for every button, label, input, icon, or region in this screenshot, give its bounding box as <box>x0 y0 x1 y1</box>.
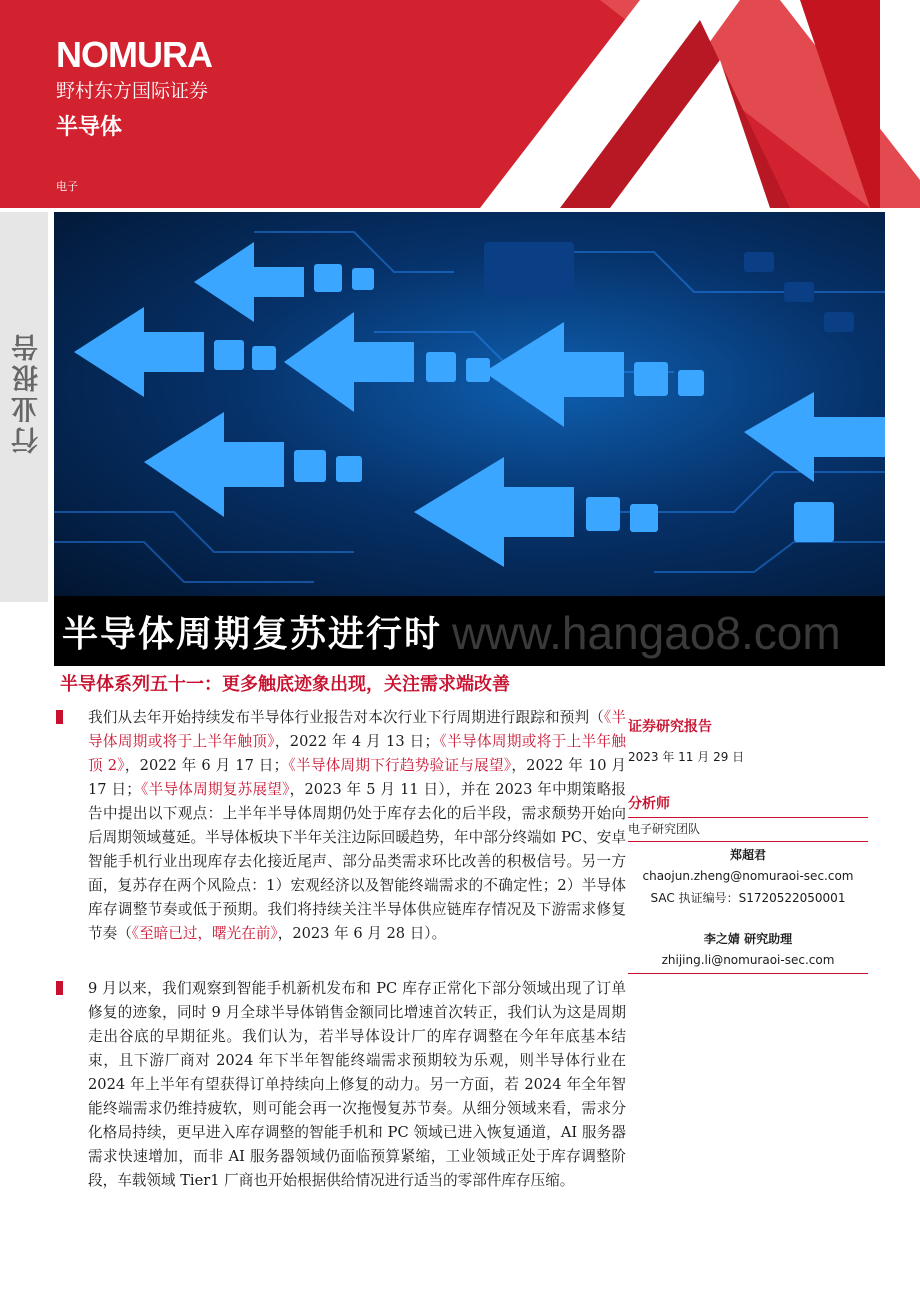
report-date: 2023 年 11 月 29 日 <box>628 750 745 764</box>
report-subtitle: 半导体系列五十一：更多触底迹象出现，关注需求端改善 <box>60 674 510 695</box>
report-link[interactable]: 《半导体周期或将于上半年触顶》 <box>88 709 626 750</box>
header-banner <box>0 0 920 208</box>
circuit-arrows-illustration <box>54 212 885 596</box>
analyst-sac-number: SAC 执证编号：S1720522050001 <box>650 891 846 905</box>
report-link[interactable]: 《半导体周期下行趋势验证与展望》 <box>288 757 512 774</box>
nomura-logo: NOMURA <box>56 34 212 75</box>
hero-image <box>54 212 885 596</box>
divider <box>628 973 868 974</box>
sector-label: 半导体 <box>56 114 123 140</box>
report-link[interactable]: 《半导体周期或将于上半年触顶 2》 <box>88 733 626 774</box>
analyst-email[interactable]: chaojun.zheng@nomuraoi-sec.com <box>642 869 854 883</box>
bullet-paragraph-1 <box>56 706 626 946</box>
subsector-label: 电子 <box>56 180 78 193</box>
banner-graphic <box>0 0 920 208</box>
bullet-marker <box>56 710 63 724</box>
divider <box>628 817 868 818</box>
paragraph-text: 我们从去年开始持续发布半导体行业报告对本次行业下行周期进行跟踪和预判（《半导体周期或将于上半年触顶》，2022 年 4 月 13 日；《半导体周期或将于上半年触顶 2》，2022 年 6 月 17 日；《半导体周期下行趋势验证与展望》，2022 年 10 月 17 日；《半导体周期复苏展望》，2023 年 5 月 11 日），并在 2023 年中期策略报告中提出以下观点：上半年半导体周期仍处于库存去化的后半段，需求颓势开始向后周期领域蔓延。半导体板块下半年关注边际回暖趋势，年中部分终端如 PC、安卓智能手机行业出现库存去化接近尾声、部分品类需求环比改善的积极信号。另一方面，复苏存在两个风险点：1）宏观经济以及智能终端需求的不确定性；2）半导体库存调整节奏或低于预期。我们将持续关注半导体供应链库存情况及下游需求修复节奏（《至暗已过，曙光在前》，2023 年 6 月 28 日）。 <box>88 709 627 942</box>
watermark: www.hangao8.com <box>452 607 841 659</box>
team-name: 电子研究团队 <box>628 822 701 836</box>
sidebar <box>628 716 868 974</box>
report-type: 证券研究报告 <box>628 719 712 735</box>
report-title: 半导体周期复苏进行时 <box>62 613 443 655</box>
side-tag-text: 行业报告 <box>12 330 43 454</box>
assistant-email[interactable]: zhijing.li@nomuraoi-sec.com <box>661 953 835 967</box>
assistant-name: 李之婧 研究助理 <box>703 932 793 946</box>
analyst-name: 郑超君 <box>729 848 766 862</box>
bullet-paragraph-2 <box>56 977 626 1193</box>
report-link[interactable]: 《至暗已过，曙光在前》 <box>131 925 278 942</box>
company-name: 野村东方国际证券 <box>56 80 209 102</box>
report-link[interactable]: 《半导体周期复苏展望》 <box>140 781 290 798</box>
divider <box>628 841 868 842</box>
analyst-heading: 分析师 <box>628 796 670 812</box>
paragraph-text: 9 月以来，我们观察到智能手机新机发布和 PC 库存正常化下部分领域出现了订单修复的迹象，同时 9 月全球半导体销售金额同比增速首次转正，我们认为这是周期走出谷底的早期征兆。我们认为，若半导体设计厂的库存调整在今年年底基本结束，且下游厂商对 2024 年下半年智能终端需求预期较为乐观，则半导体行业在 2024 年上半年有望获得订单持续向上修复的动力。另一方面，若 2024 年全年智能终端需求仍维持疲软，则可能会再一次拖慢复苏节奏。从细分领域来看，需求分化格局持续，更早进入库存调整的智能手机和 PC 领域已进入恢复通道，AI 服务器需求快速增加，而非 AI 服务器领域仍面临预算紧缩，工业领域正处于库存调整阶段，车载领域 Tier1 厂商也开始根据供给情况进行适当的零部件库存压缩。 <box>88 980 626 1189</box>
bullet-marker <box>56 981 63 995</box>
